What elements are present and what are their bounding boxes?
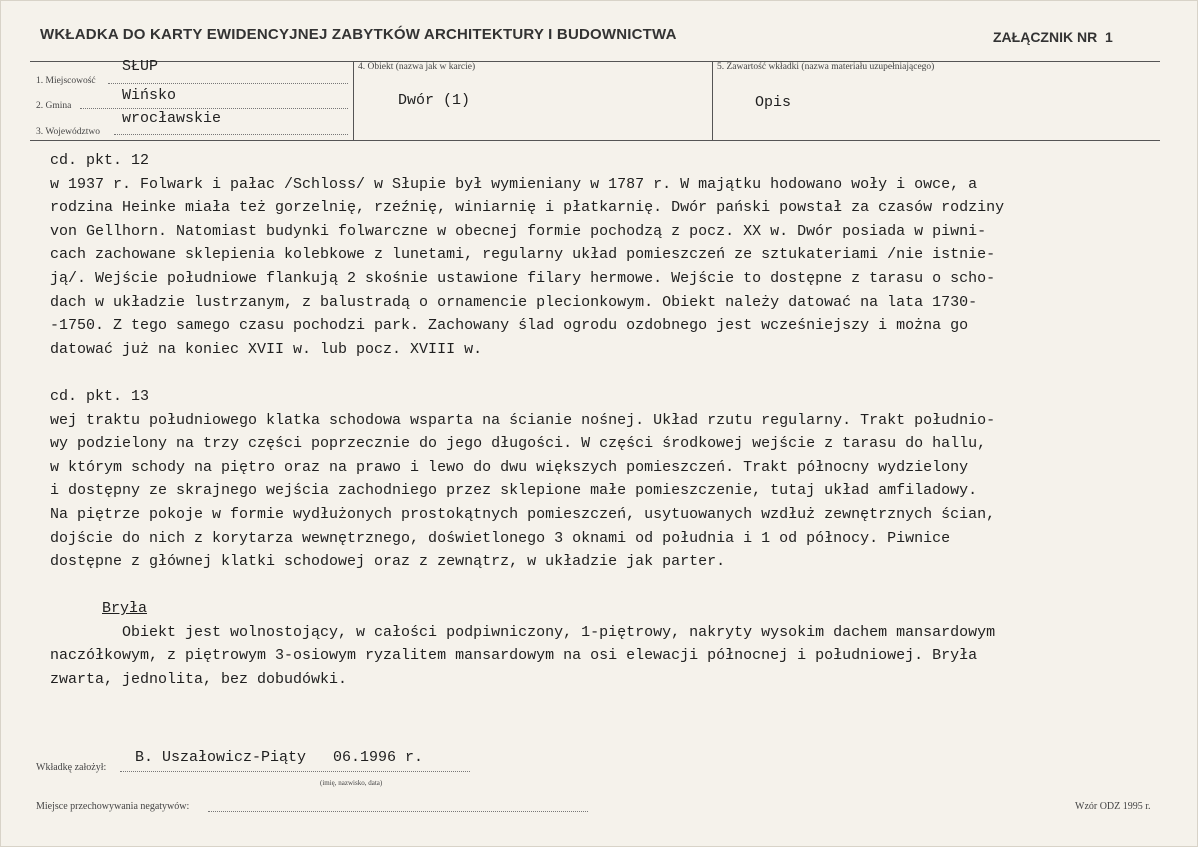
field-miejscowosc — [36, 58, 348, 86]
spacer — [60, 361, 1170, 385]
attachment-number: ZAŁĄCZNIK NR 1 — [993, 29, 1113, 45]
spacer — [60, 574, 1170, 598]
text-line: Na piętrze pokoje w formie wydłużonych prostokątnych pomieszczeń, usytuowanych wzdłuż zewnętrznych ścian, — [50, 505, 996, 523]
dotted-line — [114, 134, 348, 135]
text-line: -1750. Z tego samego czasu pochodzi park. Zachowany ślad ogrodu ozdobnego jest wcześniejszy i można go — [50, 317, 969, 335]
card-title: WKŁADKA DO KARTY EWIDENCYJNEJ ZABYTKÓW ARCHITEKTURY I BUDOWNICTWA — [40, 26, 677, 43]
field-gmina — [36, 87, 348, 111]
text-line: w 1937 r. Folwark i pałac /Schloss/ w Słupie był wymieniany w 1787 r. W majątku hodowano woły i owce, a — [50, 175, 978, 193]
author-value: B. Uszałowicz-Piąty 06.1996 r. — [135, 749, 424, 766]
section-bryla-lines — [50, 621, 1170, 692]
author-label: Wkładkę założył: — [36, 762, 107, 773]
text-line: cach zachowane sklepienia kolebkowe z lunetami, regularny układ pomieszczeń ze sztukateriami /nie istnie- — [50, 246, 996, 264]
text-line: rodzina Heinke miała też gorzelnię, rzeźnię, winiarnię i płatkarnię. Dwór pański powstał za czasów rodziny — [50, 199, 1005, 217]
text-line: naczółkowym, z piętrowym 3-osiowym ryzalitem mansardowym na osi elewacji północnej i południowej. Bryła — [50, 647, 978, 665]
field-wojewodztwo-value: wrocławskie — [122, 110, 222, 127]
form-code: Wzór ODZ 1995 r. — [1075, 801, 1151, 812]
text-line: zwarta, jednolita, bez dobudówki. — [50, 671, 348, 689]
field-miejscowosc-value: SŁUP — [122, 58, 159, 75]
dotted-line — [120, 771, 470, 772]
field-wojewodztwo — [36, 112, 348, 137]
section-heading-bryla: Bryła — [102, 600, 148, 618]
text-line: datować już na koniec XVII w. lub pocz. XVIII w. — [50, 340, 483, 358]
header-divider-1 — [353, 61, 354, 141]
text-line: w którym schody na piętro oraz na prawo i lewo do dwu większych pomieszczeń. Trakt północny wydzielony — [50, 458, 969, 476]
header-bottom-rule — [30, 140, 1160, 141]
header-divider-2 — [712, 61, 713, 141]
dotted-line — [108, 83, 348, 84]
text-line: Obiekt jest wolnostojący, w całości podpiwniczony, 1-piętrowy, nakryty wysokim dachem mansardowym — [50, 623, 996, 641]
text-line: dach w układzie lustrzanym, z balustradą o ornamencie plecionkowym. Obiekt należy datować na lata 1730- — [50, 293, 978, 311]
section-heading-pkt12: cd. pkt. 12 — [50, 152, 150, 169]
storage-label: Miejsce przechowywania negatywów: — [36, 801, 190, 812]
text-line: von Gellhorn. Natomiast budynki folwarczne w obecnej formie pochodzą z pocz. XX w. Dwór posiada w piwni- — [50, 222, 987, 240]
text-line: dostępne z głównej klatki schodowej oraz z zewnątrz, w układzie jak parter. — [50, 553, 726, 571]
field-zawartosc-value: Opis — [755, 94, 792, 111]
field-zawartosc-label: 5. Zawartość wkładki (nazwa materiału uzupełniającego) — [717, 62, 935, 72]
text-line: wej traktu południowego klatka schodowa wsparta na ścianie nośnej. Układ rzutu regularny. Trakt południo- — [50, 411, 996, 429]
section-pkt13-lines — [50, 409, 1170, 574]
dotted-line — [208, 811, 588, 812]
section-pkt12-lines — [50, 173, 1170, 362]
text-line: wy podzielony na trzy części poprzecznie do jego długości. W części środkowej wejście z tarasu do hallu, — [50, 435, 987, 453]
field-obiekt-value: Dwór (1) — [398, 92, 471, 109]
field-obiekt-label: 4. Obiekt (nazwa jak w karcie) — [358, 62, 476, 72]
author-hint: (imię, nazwisko, data) — [320, 779, 383, 787]
field-gmina-label: 2. Gmina — [36, 101, 72, 111]
description-body — [50, 149, 1170, 692]
field-gmina-value: Wińsko — [122, 87, 177, 104]
dotted-line — [80, 108, 348, 109]
field-wojewodztwo-label: 3. Województwo — [36, 127, 100, 137]
text-line: dojście do nich z korytarza wewnętrznego, doświetlonego 3 oknami od południa i 1 od północy. Piwnice — [50, 529, 951, 547]
text-line: ją/. Wejście południowe flankują 2 skośnie ustawione filary hermowe. Wejście to dostępne z tarasu o scho- — [50, 269, 996, 287]
text-line: i dostępny ze skrajnego wejścia zachodniego przez sklepione małe pomieszczenie, tutaj układ amfiladowy. — [50, 482, 978, 500]
section-heading-pkt13: cd. pkt. 13 — [50, 387, 150, 405]
field-miejscowosc-label: 1. Miejscowość — [36, 76, 96, 86]
